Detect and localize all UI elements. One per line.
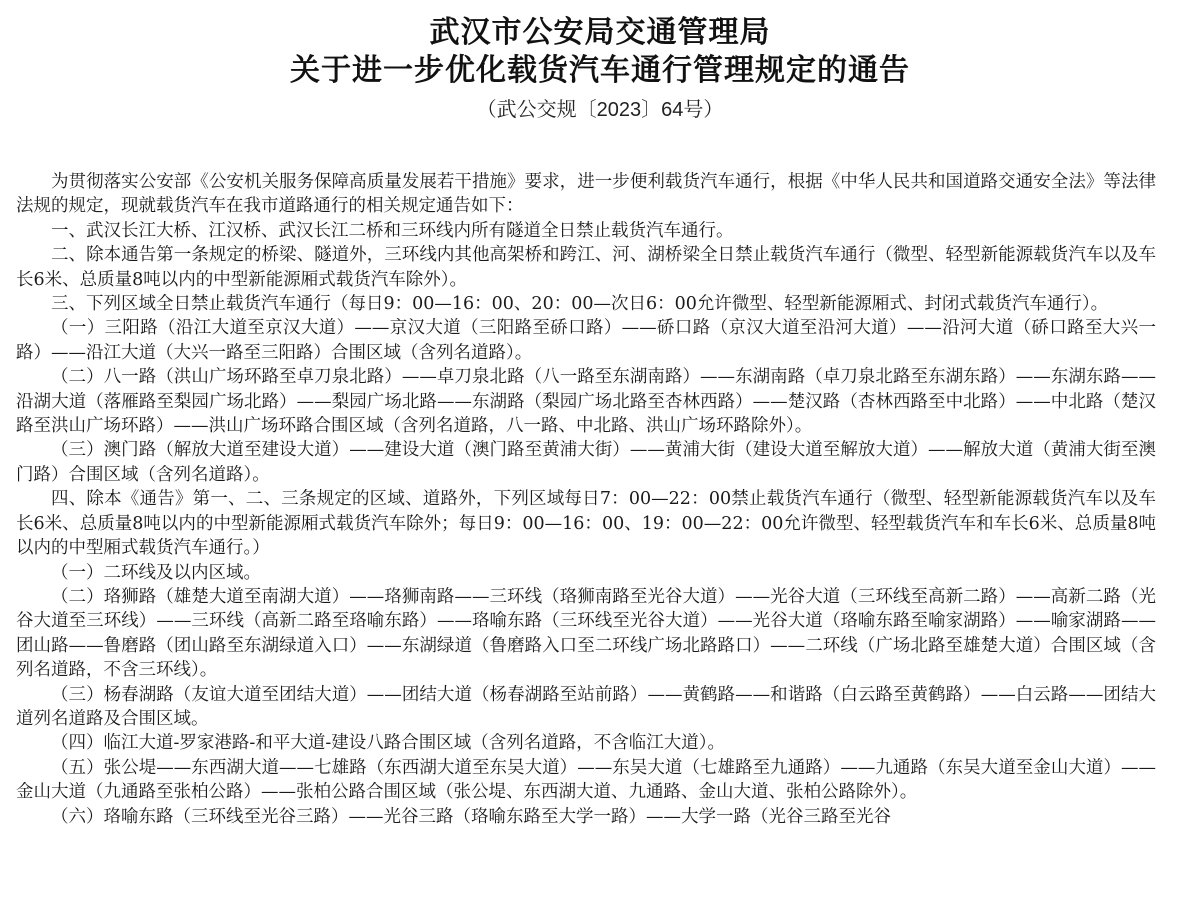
paragraph-item-3-3: （三）澳门路（解放大道至建设大道）——建设大道（澳门路至黄浦大街）——黄浦大街（建设大道至解放大道）——解放大道（黄浦大街至澳门路）合围区域（含列名道路）。 (16, 440, 1156, 485)
paragraph-item-4-5: （五）张公堤——东西湖大道——七雄路（东西湖大道至东吴大道）——东吴大道（七雄路至九通路）——九通路（东吴大道至金山大道）——金山大道（九通路至张柏公路）——张柏公路合围区域（张公堤、东西湖大道、九通路、金山大道、张柏公路除外）。 (16, 757, 1156, 803)
title-line-1: 武汉市公安局交通管理局 (429, 15, 771, 50)
paragraph-item-3: 三、下列区域全日禁止载货汽车通行（每日9：00—16：00、20：00—次日6：00允许微型、轻型新能源厢式、封闭式载货汽车通行）。 (51, 294, 1109, 315)
paragraph-item-4-4: （四）临江大道-罗家港路-和平大道-建设八路合围区域（含列名道路，不含临江大道）。 (51, 733, 725, 754)
notice-body (16, 170, 1156, 829)
paragraph-item-3-1: （一）三阳路（沿江大道至京汉大道）——京汉大道（三阳路至硚口路）——硚口路（京汉大道至沿河大道）——沿河大道（硚口路至大兴一路）——沿江大道（大兴一路至三阳路）合围区域（含列名道路）。 (16, 318, 1156, 363)
paragraph-item-1: 一、武汉长江大桥、江汉桥、武汉长江二桥和三环线内所有隧道全日禁止载货汽车通行。 (51, 220, 734, 241)
paragraph-item-3-2: （二）八一路（洪山广场环路至卓刀泉北路）——卓刀泉北路（八一路至东湖南路）——东湖南路（卓刀泉北路至东湖东路）——东湖东路——沿湖大道（落雁路至梨园广场北路）——梨园广场北路——东湖路（梨园广场北路至杏林西路）——楚汉路（杏林西路至中北路）——中北路（楚汉路至洪山广场环路）——洪山广场环路合围区域（含列名道路，八一路、中北路、洪山广场环路除外）。 (16, 367, 1156, 437)
paragraph-item-2: 二、除本通告第一条规定的桥梁、隧道外，三环线内其他高架桥和跨江、河、湖桥梁全日禁止载货汽车通行（微型、轻型新能源载货汽车以及车长6米、总质量8吨以内的中型新能源厢式载货汽车除外）。 (16, 245, 1156, 290)
paragraph-item-4-1: （一）二环线及以内区域。 (51, 562, 261, 583)
paragraph-item-4: 四、除本《通告》第一、二、三条规定的区域、道路外，下列区域每日7：00—22：00禁止载货汽车通行（微型、轻型新能源载货汽车以及车长6米、总质量8吨以内的中型新能源厢式载货汽车除外；每日9：00—16：00、19：00—22：00允许微型、轻型载货汽车和车长6米、总质量8吨以内的中型厢式载货汽车通行。） (16, 489, 1156, 559)
title-line-2: 关于进一步优化载货汽车通行管理规定的通告 (290, 53, 910, 88)
paragraph-item-4-2: （二）珞狮路（雄楚大道至南湖大道）——珞狮南路——三环线（珞狮南路至光谷大道）——光谷大道（三环线至高新二路）——高新二路（光谷大道至三环线）——三环线（高新二路至珞喻东路）——珞喻东路（三环线至光谷大道）——光谷大道（珞喻东路至喻家湖路）——喻家湖路——团山路——鲁磨路（团山路至东湖绿道入口）——东湖绿道（鲁磨路入口至二环线广场北路路口）——二环线（广场北路至雄楚大道）合围区域（含列名道路，不含三环线）。 (16, 586, 1156, 681)
document-number: （武公交规〔2023〕64号） (476, 99, 724, 121)
paragraph-intro: 为贯彻落实公安部《公安机关服务保障高质量发展若干措施》要求，进一步便利载货汽车通行，根据《中华人民共和国道路交通安全法》等法律法规的规定，现就载货汽车在我市道路通行的相关规定通告如下： (16, 172, 1156, 217)
paragraph-item-4-3: （三）杨春湖路（友谊大道至团结大道）——团结大道（杨春湖路至站前路）——黄鹤路——和谐路（白云路至黄鹤路）——白云路——团结大道列名道路及合围区域。 (16, 684, 1156, 729)
paragraph-item-4-6: （六）珞喻东路（三环线至光谷三路）——光谷三路（珞喻东路至大学一路）——大学一路（光谷三路至光谷 (51, 806, 891, 827)
